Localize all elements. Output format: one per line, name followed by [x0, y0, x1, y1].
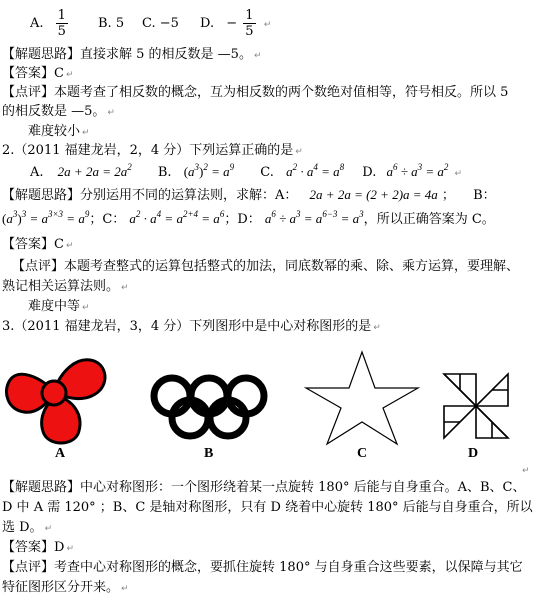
- q3-answer: [2, 540, 74, 557]
- paragraph-mark: ↵: [82, 128, 90, 138]
- q1-option-b: B. 5: [98, 16, 125, 31]
- q1-difficulty: [28, 124, 90, 141]
- q1-option-d-sign: −: [226, 16, 238, 31]
- paragraph-mark: ↵: [107, 108, 115, 118]
- q2-option-a-label: A.: [30, 165, 44, 180]
- q1-answer: [2, 66, 74, 83]
- q1-comment-line1: [2, 85, 508, 101]
- q1-option-d-label: D.: [200, 16, 215, 31]
- q2-option-d-expr: $a^6 \div a^3 = a^2$: [386, 162, 449, 179]
- q2-thinking-line1: 【解题思路】分别运用不同的运算法则，求解：A： 2a + 2a = (2 + 2)a = 4a ； B：: [2, 187, 496, 203]
- text: 难度较小: [28, 124, 81, 139]
- q1-option-a-fraction: [56, 8, 68, 39]
- text: 3.（2011 福建龙岩，3，4 分）下列图形中是中心对称图形的是: [2, 319, 372, 334]
- tag: 【解题思路】: [2, 47, 81, 62]
- figure-c-star: [302, 350, 422, 446]
- paragraph-mark: ↵: [373, 323, 381, 333]
- text: 考查中心对称图形的概念，要抓住旋转 180° 与自身重合这些要素，以保障与其它: [54, 560, 523, 575]
- q1-option-d-numerator: 1: [245, 8, 254, 23]
- pinwheel-blade-4: [444, 406, 476, 438]
- paragraph-mark: ↵: [66, 544, 74, 554]
- q3-thinking-line1: [2, 480, 525, 496]
- q2-comment-line2: [2, 279, 129, 296]
- q1-option-d-fraction: [243, 8, 255, 39]
- q3-comment-line1: [2, 560, 523, 576]
- q1-option-c: C. −5: [142, 16, 179, 31]
- figure-b-label: B: [204, 446, 214, 461]
- figure-a-propeller: [2, 340, 114, 448]
- tag: 【点评】: [2, 85, 55, 100]
- text: C: [54, 66, 64, 81]
- q3-thinking-line2: [2, 500, 533, 516]
- tag: 【点评】: [12, 259, 65, 274]
- text: 分别运用不同的运算法则，求解：A：: [80, 188, 298, 203]
- q2-conclusion: 所以正确答案为 C。: [376, 212, 495, 227]
- q3-thinking-line3: [2, 520, 52, 537]
- q1-option-a-numerator: 1: [57, 8, 66, 23]
- text: D: [54, 540, 65, 555]
- q2-options: [30, 164, 462, 182]
- q1-comment-line2: [2, 104, 115, 121]
- figure-d-pinwheel: [442, 372, 510, 440]
- q2-option-a-expr: $2a + 2a = 2a^2$: [57, 162, 132, 179]
- text: D 中 A 需 120° ；B、C 是轴对称图形，只有 D 绕着中心旋转 180° 后能与自身重合，所以: [2, 500, 533, 515]
- figure-c-label: C: [357, 446, 368, 461]
- q2-option-c-expr: $a^2 \cdot a^4 = a^8$: [286, 162, 345, 179]
- q2-option-b-expr: $(a^3)^2 = a^9$: [183, 162, 235, 179]
- tag: 【解题思路】: [2, 480, 81, 495]
- text: 本题考查整式的运算包括整式的加法，同底数幂的乘、除、乘方运算，要理解、: [64, 259, 520, 274]
- text: 中心对称图形：一个图形绕着某一点旋转 180° 后能与自身重合。A、B、C、: [80, 480, 526, 495]
- paragraph-mark: ↵: [44, 524, 53, 534]
- text: 本题考查了相反数的概念，互为相反数的两个数绝对值相等，符号相反。所以 5: [54, 85, 509, 100]
- text: 熟记相关运算法则。: [2, 279, 120, 294]
- q2-step-b: $(a^3)^3 = a^{3\times 3} = a^9$: [2, 209, 90, 226]
- paragraph-mark: ↵: [253, 51, 262, 61]
- paragraph-mark: ↵: [65, 241, 74, 251]
- propeller-hub: [42, 381, 66, 405]
- q2-step-a: 2a + 2a = (2 + 2)a = 4a: [309, 187, 438, 202]
- paragraph-mark: ↵: [295, 147, 303, 157]
- q2-option-d-label: D.: [362, 165, 377, 180]
- q1-option-d: [200, 8, 271, 39]
- q2-step-c: $a^2 \cdot a^4 = a^{2+4} = a^6$: [129, 209, 225, 226]
- paragraph-mark: ↵: [82, 303, 90, 313]
- q1-option-a: [30, 8, 70, 39]
- text: C: [54, 237, 64, 252]
- q1-thinking: [2, 47, 262, 64]
- q1-option-a-denominator: 5: [57, 24, 66, 39]
- q2-comment-line1: [12, 259, 519, 275]
- star-outline: [306, 352, 418, 444]
- paragraph-mark: ↵: [263, 20, 272, 30]
- tag: 【解题思路】: [2, 188, 81, 203]
- paragraph-mark: ↵: [121, 283, 129, 293]
- paragraph-mark: ↵: [121, 584, 129, 594]
- tag: 【答案】: [2, 540, 55, 555]
- q1-option-d-denominator: 5: [245, 24, 254, 39]
- figure-b-rings: [148, 372, 270, 444]
- q2-thinking-line2: $(a^3)^3 = a^{3\times 3} = a^9$；C： $a^2 \cdot a^4 = a^{2+4} = a^6$；D： $a^6 \div a^3 = a^{6-3} = a^3$，所以正确答案为 C。: [2, 209, 495, 227]
- text: 选 D。: [2, 520, 43, 535]
- q2-difficulty: [28, 299, 90, 316]
- tag: 【答案】: [2, 237, 55, 252]
- paragraph-mark: ↵: [454, 169, 463, 179]
- q3-comment-line2: [2, 580, 129, 597]
- text: 难度中等: [28, 299, 81, 314]
- figure-a-label: A: [55, 446, 66, 461]
- q2-option-b-label: B.: [157, 165, 172, 180]
- pinwheel-blade-2: [476, 374, 508, 406]
- text: 特征图形区分开来。: [2, 580, 120, 595]
- q2-option-c-label: C.: [260, 165, 274, 180]
- q2-step-d: $a^6 \div a^3 = a^{6-3} = a^3$: [264, 209, 364, 226]
- q2-header: [2, 143, 303, 160]
- paragraph-mark: ↵: [65, 70, 74, 80]
- q1-option-a-label: A.: [30, 16, 44, 31]
- text: 的相反数是 —5。: [2, 104, 106, 119]
- tag: 【点评】: [2, 560, 55, 575]
- figure-d-label: D: [468, 446, 479, 461]
- tag: 【答案】: [2, 66, 55, 81]
- q2-answer: [2, 237, 74, 254]
- text: 直接求解 5 的相反数是 —5。: [80, 47, 252, 62]
- paragraph-mark: ↵: [522, 466, 530, 476]
- text: 2.（2011 福建龙岩，2，4 分）下列运算正确的是: [2, 143, 294, 158]
- q3-header: [2, 319, 381, 336]
